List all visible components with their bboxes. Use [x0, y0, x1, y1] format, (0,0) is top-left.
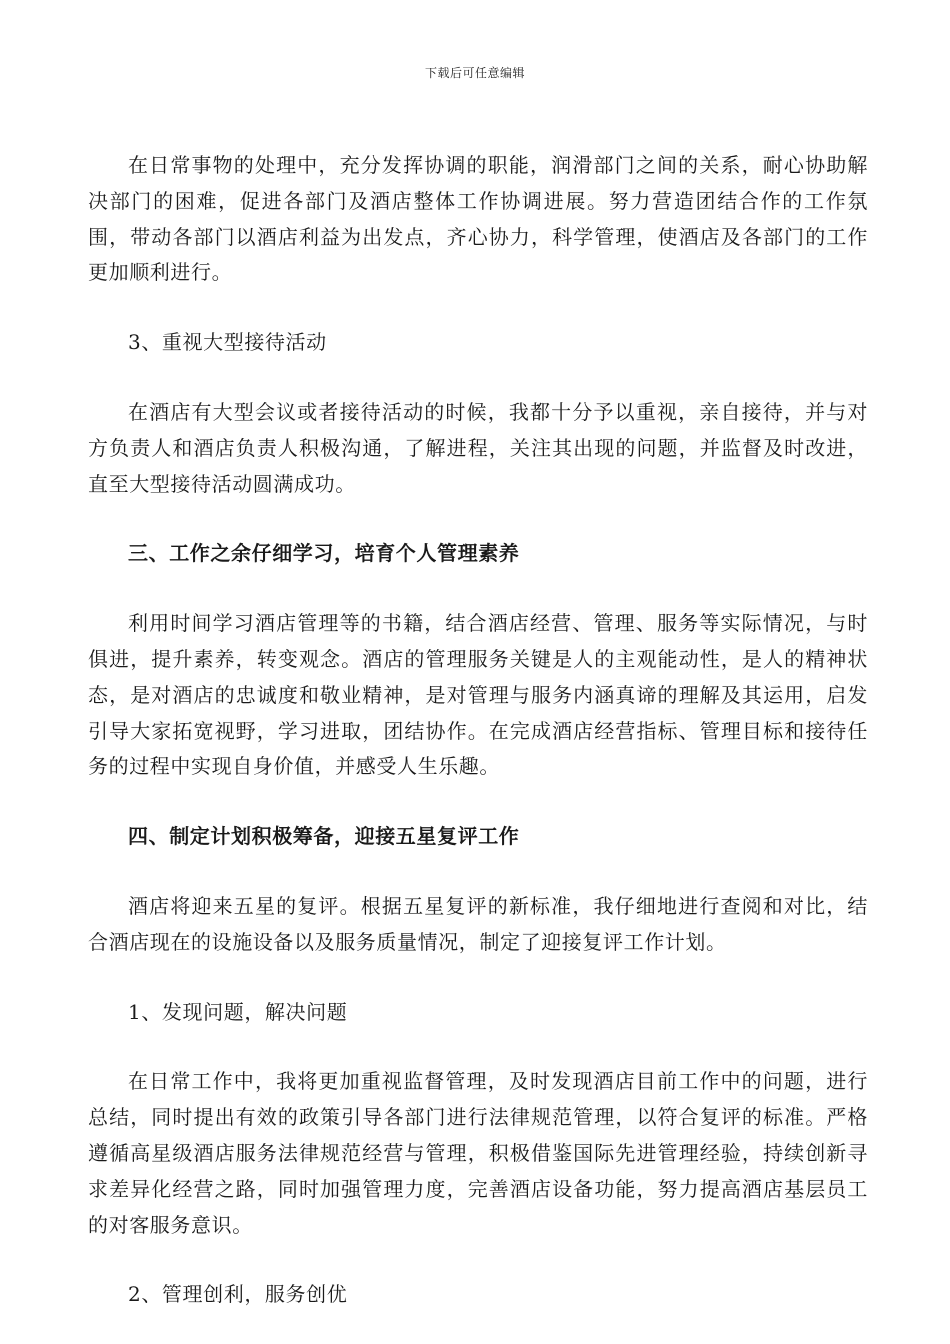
subheading-management-profit: 2、管理创利，服务创优 [128, 1282, 348, 1307]
section-heading-five-star: 四、制定计划积极筹备，迎接五星复评工作 [128, 824, 520, 849]
subheading-find-problems: 1、发现问题，解决问题 [128, 999, 348, 1024]
subheading-large-reception: 3、重视大型接待活动 [128, 330, 327, 355]
section-heading-study: 三、工作之余仔细学习，培育个人管理素养 [128, 541, 520, 566]
paragraph-study: 利用时间学习酒店管理等的书籍，结合酒店经营、管理、服务等实际情况，与时俱进，提升素养，转变观念。酒店的管理服务关键是人的主观能动性，是人的精神状态，是对酒店的忠诚度和敬业精神，是对管理与服务内涵真谛的理解及其运用，启发引导大家拓宽视野，学习进取，团结协作。在完成酒店经营指标、管理目标和接待任务的过程中实现自身价值，并感受人生乐趣。 [88, 611, 868, 779]
document-body [88, 148, 868, 1313]
paragraph-large-reception: 在酒店有大型会议或者接待活动的时候，我都十分予以重视，亲自接待，并与对方负责人和酒店负责人积极沟通，了解进程，关注其出现的问题，并监督及时改进，直至大型接待活动圆满成功。 [88, 399, 868, 496]
paragraph-find-problems: 在日常工作中，我将更加重视监督管理，及时发现酒店目前工作中的问题，进行总结，同时提出有效的政策引导各部门进行法律规范管理，以符合复评的标准。严格遵循高星级酒店服务法律规范经营与管理，积极借鉴国际先进管理经验，持续创新寻求差异化经营之路，同时加强管理力度，完善酒店设备功能，努力提高酒店基层员工的对客服务意识。 [88, 1069, 868, 1237]
paragraph-coordination: 在日常事物的处理中，充分发挥协调的职能，润滑部门之间的关系，耐心协助解决部门的困难，促进各部门及酒店整体工作协调进展。努力营造团结合作的工作氛围，带动各部门以酒店利益为出发点，齐心协力，科学管理，使酒店及各部门的工作更加顺利进行。 [88, 153, 868, 285]
header-note: 下载后可任意编辑 [424, 66, 525, 80]
paragraph-five-star: 酒店将迎来五星的复评。根据五星复评的新标准，我仔细地进行查阅和对比，结合酒店现在的设施设备以及服务质量情况，制定了迎接复评工作计划。 [88, 893, 868, 954]
